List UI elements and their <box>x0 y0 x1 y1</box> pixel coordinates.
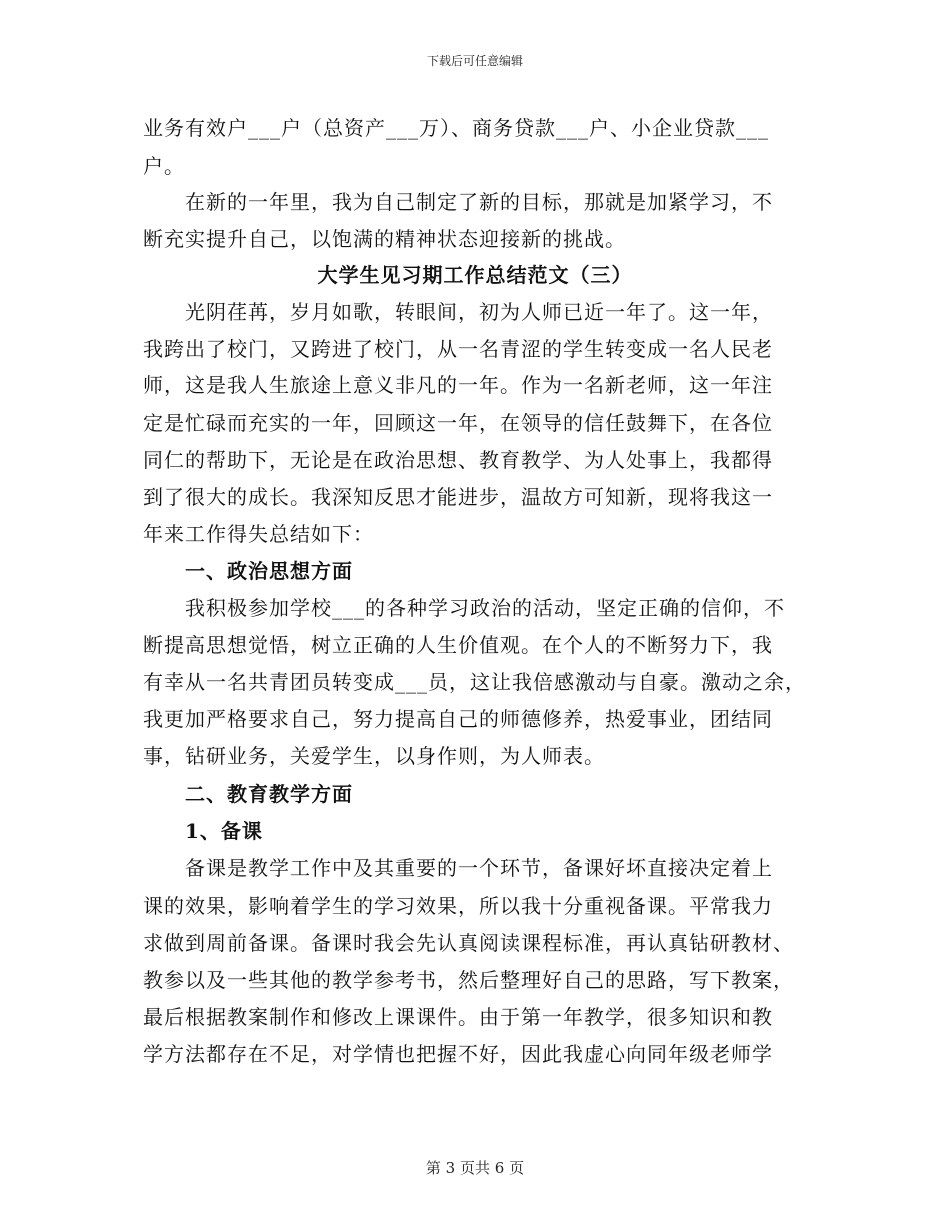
paragraph-line: 业务有效户___户（总资产___万）、商务贷款___户、小企业贷款___ <box>143 116 769 140</box>
paragraph-line: 同仁的帮助下，无论是在政治思想、教育教学、为人处事上，我都得 <box>143 448 773 472</box>
paragraph-line: 学方法都存在不足，对学情也把握不好，因此我虚心向同年级老师学 <box>143 1042 773 1066</box>
paragraph-line: 备课是教学工作中及其重要的一个环节，备课好坏直接决定着上 <box>185 856 773 880</box>
paragraph-line: 求做到周前备课。备课时我会先认真阅读课程标准，再认真钻研教材、 <box>143 931 794 955</box>
paragraph-line: 我积极参加学校___的各种学习政治的活动，坚定正确的信仰，不 <box>185 596 785 620</box>
paragraph-line: 最后根据教案制作和修改上课课件。由于第一年教学，很多知识和教 <box>143 1005 773 1029</box>
heading-lesson-prep: 1、备课 <box>185 819 263 843</box>
heading-politics: 一、政治思想方面 <box>185 559 353 583</box>
paragraph-line: 在新的一年里，我为自己制定了新的目标，那就是加紧学习，不 <box>185 190 773 214</box>
paragraph-line: 教参以及一些其他的教学参考书，然后整理好自己的思路，写下教案， <box>143 968 794 992</box>
paragraph-line: 有幸从一名共青团员转变成___员，这让我倍感激动与自豪。激动之余， <box>143 670 806 694</box>
heading-teaching: 二、教育教学方面 <box>185 782 353 806</box>
paragraph-line: 事，钻研业务，关爱学生，以身作则，为人师表。 <box>143 744 605 768</box>
section-title: 大学生见习期工作总结范文（三） <box>317 263 633 287</box>
paragraph-line: 课的效果，影响着学生的学习效果，所以我十分重视备课。平常我力 <box>143 894 773 918</box>
paragraph-line: 我更加严格要求自己，努力提高自己的师德修养，热爱事业，团结同 <box>143 707 773 731</box>
paragraph-line: 年来工作得失总结如下： <box>143 522 374 546</box>
paragraph-line: 师，这是我人生旅途上意义非凡的一年。作为一名新老师，这一年注 <box>143 373 773 397</box>
paragraph-line: 断提高思想觉悟，树立正确的人生价值观。在个人的不断努力下，我 <box>143 633 773 657</box>
paragraph-line: 我跨出了校门，又跨进了校门，从一名青涩的学生转变成一名人民老 <box>143 337 773 361</box>
paragraph-line: 户。 <box>143 154 185 178</box>
page-header: 下载后可任意编辑 <box>426 54 523 68</box>
paragraph-line: 定是忙碌而充实的一年，回顾这一年，在领导的信任鼓舞下，在各位 <box>143 411 773 435</box>
page-number: 第 3 页共 6 页 <box>425 1159 525 1177</box>
paragraph-line: 断充实提升自己，以饱满的精神状态迎接新的挑战。 <box>143 227 626 251</box>
paragraph-line: 到了很大的成长。我深知反思才能进步，温故方可知新，现将我这一 <box>143 485 773 509</box>
paragraph-line: 光阴荏苒，岁月如歌，转眼间，初为人师已近一年了。这一年， <box>185 300 773 324</box>
